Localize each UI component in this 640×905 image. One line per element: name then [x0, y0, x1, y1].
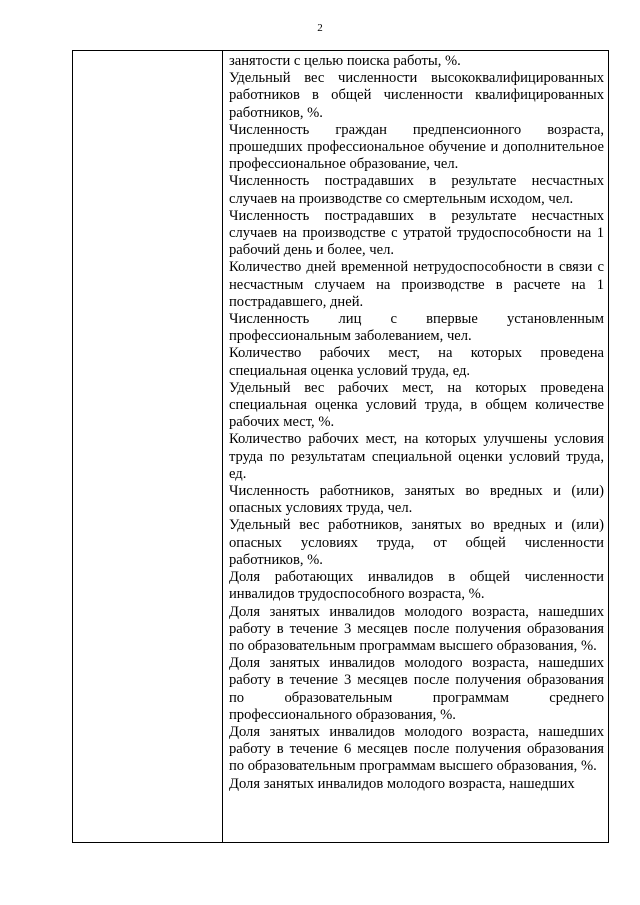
- indicator-paragraph: Численность работников, занятых во вредных и (или) опасных условиях труда, чел.: [229, 483, 604, 517]
- indicator-paragraph: Количество рабочих мест, на которых улучшены условия труда по результатам специальной оценки условий труда, ед.: [229, 431, 604, 482]
- indicator-paragraph: Удельный вес работников, занятых во вредных и (или) опасных условиях труда, от общей численности работников, %.: [229, 517, 604, 568]
- table-cell-indicators: [223, 51, 609, 843]
- indicator-paragraph: Численность лиц с впервые установленным профессиональным заболеванием, чел.: [229, 311, 604, 345]
- page-number: 2: [317, 22, 323, 34]
- table-row: [73, 51, 609, 843]
- indicator-paragraph: Удельный вес численности высококвалифицированных работников в общей численности квалифицированных работников, %.: [229, 70, 604, 121]
- indicator-paragraph: Количество рабочих мест, на которых проведена специальная оценка условий труда, ед.: [229, 345, 604, 379]
- indicator-paragraph: Доля занятых инвалидов молодого возраста, нашедших работу в течение 3 месяцев после получения образования по образовательным программам высшего образования, %.: [229, 603, 604, 654]
- indicator-paragraph: Численность пострадавших в результате несчастных случаев на производстве с утратой трудоспособности на 1 рабочий день и более, чел.: [229, 207, 604, 259]
- indicator-paragraph: Доля работающих инвалидов в общей численности инвалидов трудоспособного возраста, %.: [229, 569, 604, 603]
- indicator-table: [72, 50, 609, 843]
- indicator-paragraph: Численность пострадавших в результате несчастных случаев на производстве со смертельным исходом, чел.: [229, 173, 604, 207]
- indicator-paragraph: занятости с целью поиска работы, %.: [229, 53, 461, 69]
- indicator-paragraph: Доля занятых инвалидов молодого возраста, нашедших: [229, 775, 575, 792]
- table-cell-left: [73, 51, 223, 843]
- indicator-paragraph: Доля занятых инвалидов молодого возраста, нашедших работу в течение 3 месяцев после получения образования по образовательным программам среднего профессионального образования, %.: [229, 655, 604, 723]
- indicator-paragraph: Доля занятых инвалидов молодого возраста, нашедших работу в течение 6 месяцев после получения образования по образовательным программам высшего образования, %.: [229, 723, 604, 775]
- indicator-paragraph: Численность граждан предпенсионного возраста, прошедших профессиональное обучение и дополнительное профессиональное образование, чел.: [229, 121, 604, 173]
- indicator-paragraph: Удельный вес рабочих мест, на которых проведена специальная оценка условий труда, в общем количестве рабочих мест, %.: [229, 379, 604, 431]
- indicator-paragraph: Количество дней временной нетрудоспособности в связи с несчастным случаем на производстве в расчете на 1 пострадавшего, дней.: [229, 259, 604, 310]
